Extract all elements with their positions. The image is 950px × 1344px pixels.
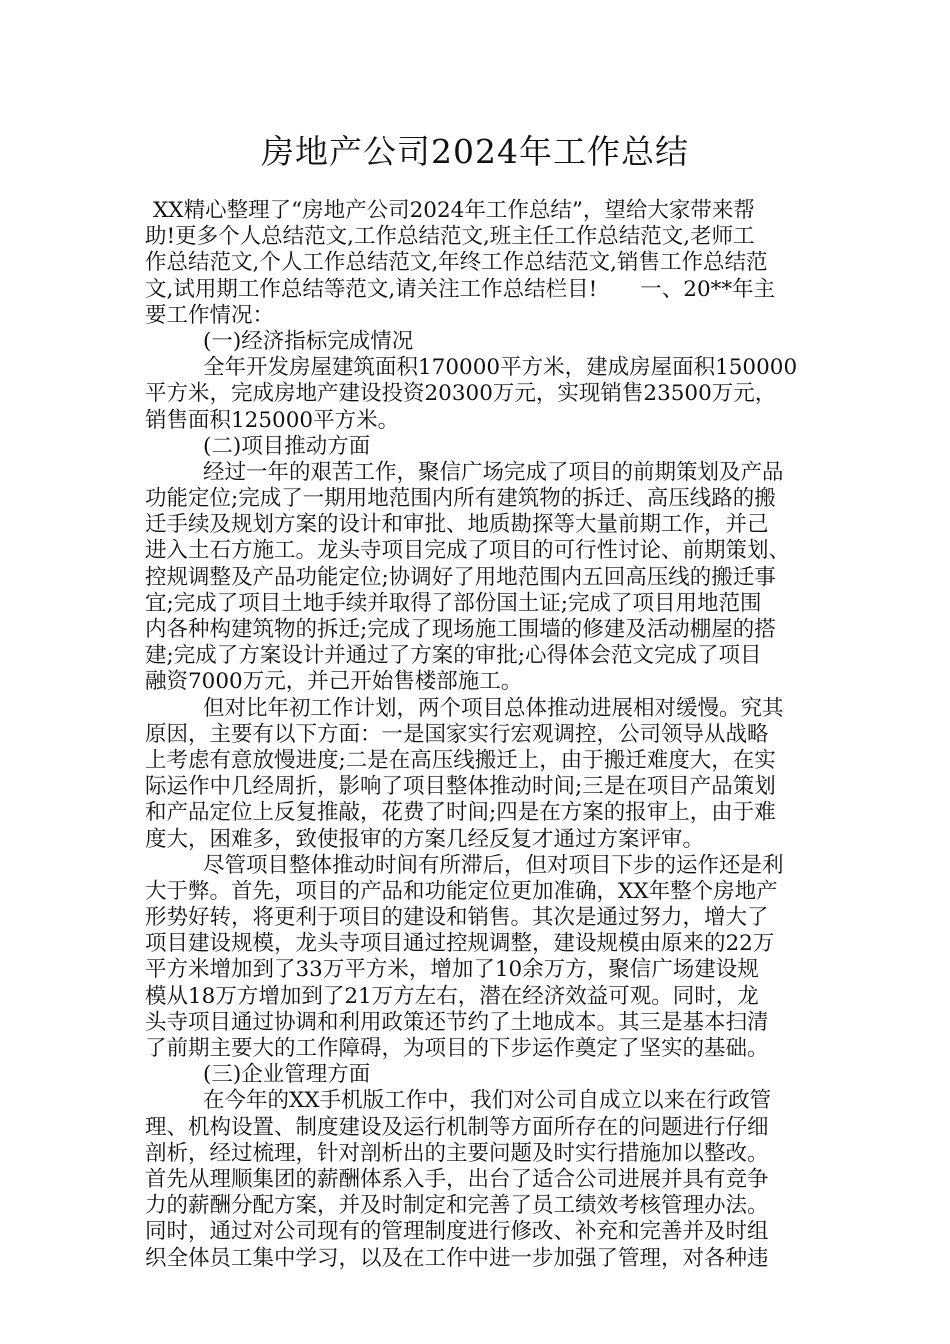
text-line: 模从18万方增加到了21万方左右，潜在经济效益可观。同时，龙 [145,983,759,1009]
text-line: (三)企业管理方面 [203,1062,371,1088]
text-line: 力的薪酬分配方案，并及时制定和完善了员工绩效考核管理办法。 [145,1193,769,1219]
text-line: 头寺项目通过协调和利用政策还节约了土地成本。其三是基本扫清 [145,1009,769,1035]
page-title: 房地产公司2024年工作总结 [261,132,689,171]
text-line: 进入土石方施工。龙头寺项目完成了项目的可行性讨论、前期策划、 [145,538,791,564]
text-line: XX精心整理了“房地产公司2024年工作总结”，望给大家带来帮 [153,198,755,223]
text-line: 了前期主要大的工作障碍，为项目的下步运作奠定了坚实的基础。 [145,1036,769,1061]
text-line: 剖析，经过梳理，针对剖析出的主要问题及时实行措施加以整改。 [145,1140,769,1166]
text-line: 同时，通过对公司现有的管理制度进行修改、补充和完善并及时组 [145,1219,769,1245]
text-line: 文,试用期工作总结等范文,请关注工作总结栏目! 一、20**年主 [145,276,776,302]
text-line: 大于弊。首先，项目的产品和功能定位更加准确，XX年整个房地产 [145,878,778,904]
text-line: 际运作中几经周折，影响了项目整体推动时间;三是在项目产品策划 [145,774,776,800]
document-body [145,198,810,1272]
text-line: (一)经济指标完成情况 [203,328,414,354]
text-line: 建;完成了方案设计并通过了方案的审批;心得体会范文完成了项目 [145,643,762,669]
text-line: 内各种构建筑物的拆迁;完成了现场施工围墙的修建及活动棚屋的搭 [145,617,776,642]
text-line: 但对比年初工作计划，两个项目总体推动进展相对缓慢。究其 [203,695,784,721]
text-line: 平方米增加到了33万平方米，增加了10余万方，聚信广场建设规 [145,957,759,983]
text-line: 控规调整及产品功能定位;协调好了用地范围内五回高压线的搬迁事 [145,564,776,590]
text-line: 织全体员工集中学习，以及在工作中进一步加强了管理，对各种违 [145,1245,769,1271]
text-line: 助!更多个人总结范文,工作总结范文,班主任工作总结范文,老师工 [145,224,755,250]
text-line: 项目建设规模，龙头寺项目通过控规调整，建设规模由原来的22万 [145,931,775,957]
text-line: 首先从理顺集团的薪酬体系入手，出台了适合公司进展并具有竞争 [145,1166,769,1192]
text-line: 作总结范文,个人工作总结范文,年终工作总结范文,销售工作总结范 [145,250,768,276]
text-line: 上考虑有意放慢进度;二是在高压线搬迁上，由于搬迁难度大，在实 [145,747,776,773]
text-line: 和产品定位上反复推敲，花费了时间;四是在方案的报审上，由于难 [145,800,776,826]
text-line: 宜;完成了项目土地手续并取得了部份国土证;完成了项目用地范围 [145,590,762,616]
text-line: 要工作情况： [145,302,275,328]
text-line: 度大，困难多，致使报审的方案几经反复才通过方案评审。 [145,826,705,852]
text-line: 原因，主要有以下方面：一是国家实行宏观调控，公司领导从战略 [145,721,769,747]
text-line: 全年开发房屋建筑面积170000平方米，建成房屋面积150000 [203,355,798,381]
text-line: (二)项目推动方面 [203,433,371,459]
text-line: 融资7000万元，并己开始售楼部施工。 [145,669,523,695]
text-line: 形势好转，将更利于项目的建设和销售。其次是通过努力，增大了 [145,905,769,931]
text-line: 迁手续及规划方案的设计和审批、地质勘探等大量前期工作，并己 [145,512,769,538]
text-line: 功能定位;完成了一期用地范围内所有建筑物的拆迁、高压线路的搬 [145,486,776,512]
text-line: 销售面积125000平方米。 [145,407,400,433]
text-line: 经过一年的艰苦工作，聚信广场完成了项目的前期策划及产品 [203,459,784,485]
text-line: 在今年的XX手机版工作中，我们对公司自成立以来在行政管 [203,1088,772,1114]
text-line: 平方米，完成房地产建设投资20300万元，实现销售23500万元， [145,381,777,407]
text-line: 尽管项目整体推动时间有所滞后，但对项目下步的运作还是利 [203,852,784,878]
text-line: 理、机构设置、制度建设及运行机制等方面所存在的问题进行仔细 [145,1114,769,1140]
